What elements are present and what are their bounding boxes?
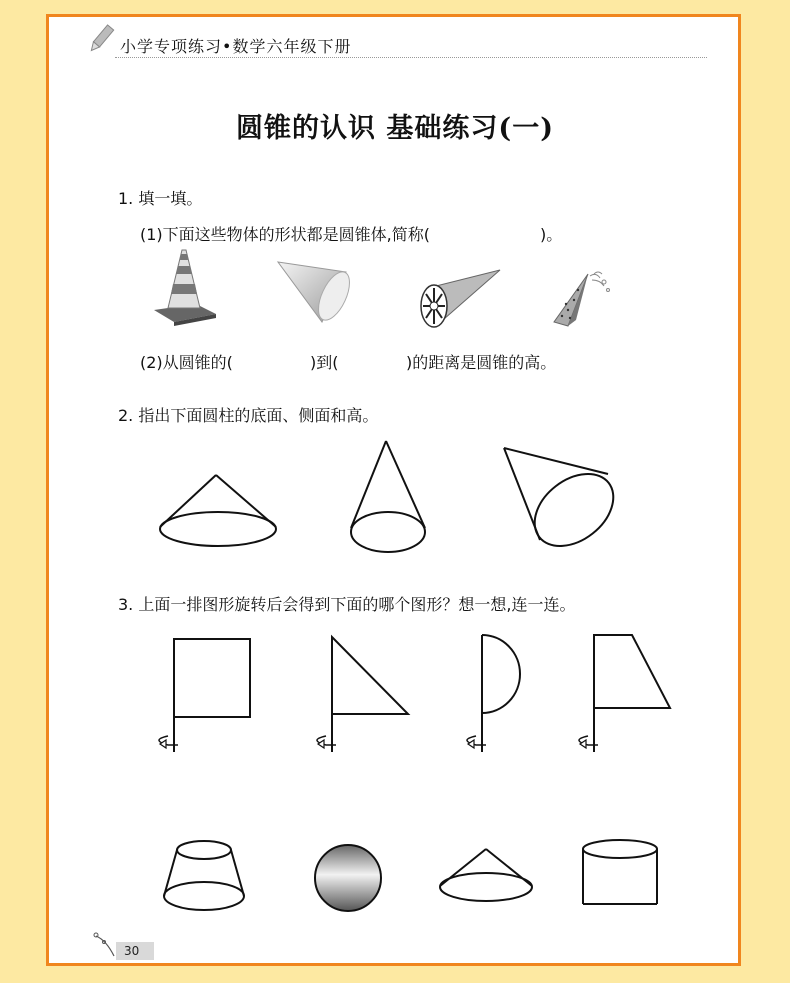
page-number: 30 (116, 942, 154, 960)
page-title: 圆锥的认识 基础练习(一) (236, 113, 554, 144)
pencil-icon (88, 24, 114, 54)
header-divider (115, 57, 707, 58)
q1-sub1-prefix: (1)下面这些物体的形状都是圆锥体,简称( (140, 225, 430, 244)
semicircle-with-axis[interactable] (454, 632, 530, 756)
footer-swirl-icon (92, 930, 118, 958)
cone-figure-tall (348, 438, 430, 554)
q2-heading: 2. 指出下面圆柱的底面、侧面和高。 (118, 406, 379, 425)
cone-figure-wide (156, 472, 280, 552)
q1-heading: 1. 填一填。 (118, 189, 203, 208)
q1-sub2-b: )到( (310, 353, 339, 372)
header-title: 小学专项练习•数学六年级下册 (120, 37, 352, 56)
ice-cream-cone-icon (276, 258, 354, 324)
q1-sub2-c: )的距离是圆锥的高。 (406, 353, 557, 372)
firework-cone-icon (410, 268, 502, 332)
traffic-cone-icon (152, 248, 218, 324)
cylinder-solid[interactable] (578, 838, 662, 910)
trapezoid-with-axis[interactable] (566, 632, 676, 756)
cone-figure-tilted (500, 444, 616, 554)
q3-heading: 3. 上面一排图形旋转后会得到下面的哪个图形？想一想,连一连。 (118, 595, 576, 614)
q1-sub1-suffix: )。 (540, 225, 563, 244)
party-hat-icon (548, 270, 614, 328)
frustum-solid[interactable] (162, 838, 248, 914)
cone-solid[interactable] (436, 846, 536, 906)
q1-sub2-a: (2)从圆锥的( (140, 353, 233, 372)
square-with-axis[interactable] (146, 636, 258, 756)
triangle-with-axis[interactable] (304, 634, 416, 756)
sphere-solid[interactable] (312, 842, 384, 914)
